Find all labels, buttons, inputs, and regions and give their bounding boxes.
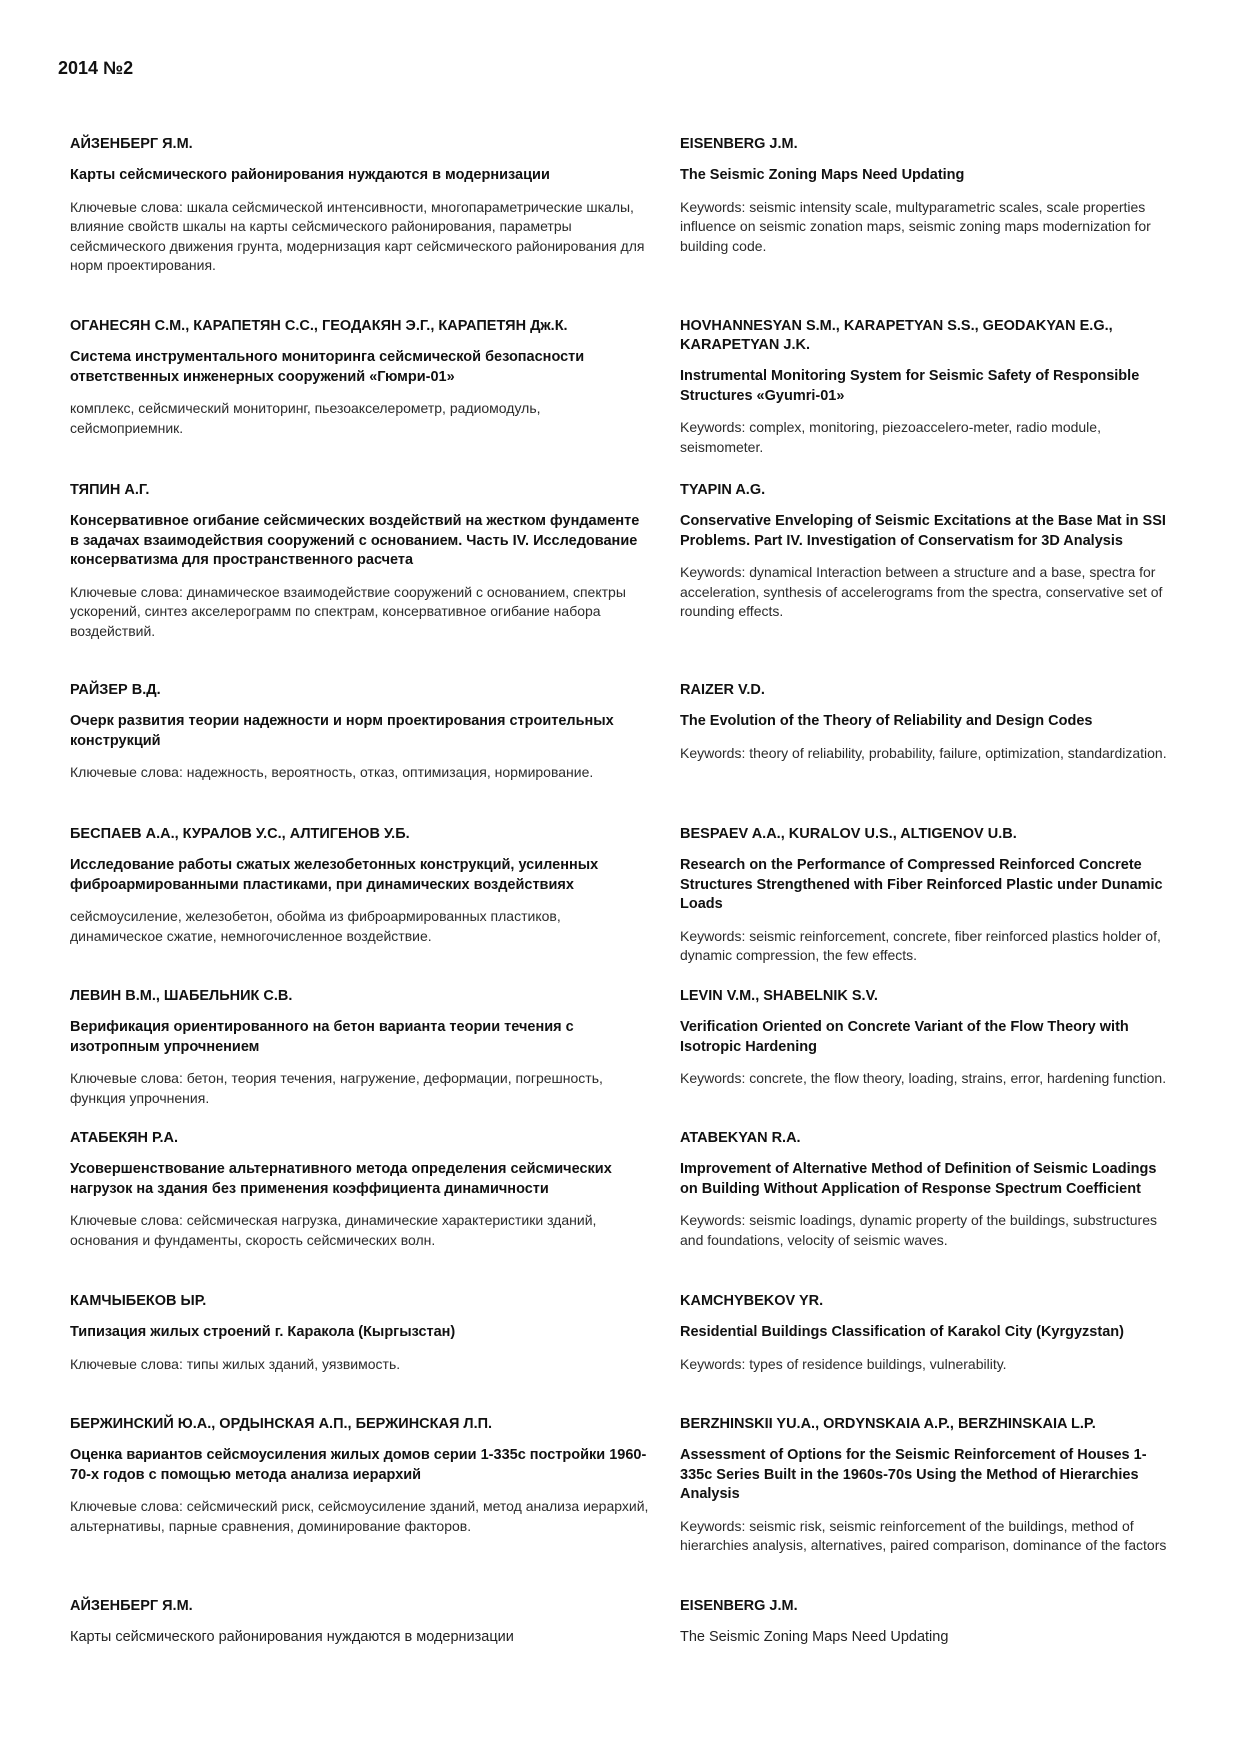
article-title: Improvement of Alternative Method of Definition of Seismic Loadings on Building Without Application of Response Spectrum Coefficient <box>680 1161 1157 1197</box>
article-ru <box>70 481 652 641</box>
article-authors: BESPAEV A.A., KURALOV U.S., ALTIGENOV U.B. <box>680 826 1017 842</box>
article-ru <box>70 135 652 276</box>
article-en <box>680 135 1178 256</box>
article-authors: RAIZER V.D. <box>680 682 765 698</box>
article-title: Верификация ориентированного на бетон варианта теории течения с изотропным упрочнением <box>70 1019 574 1055</box>
article-en <box>680 1597 1178 1660</box>
article-ru <box>70 1292 652 1374</box>
article-keywords: Keywords: seismic loadings, dynamic property of the buildings, substructures and foundations, velocity of seismic waves. <box>680 1212 1157 1248</box>
article-title: Усовершенствование альтернативного метода определения сейсмических нагрузок на здания без применения коэффициента динамичности <box>70 1161 612 1197</box>
article-title: The Seismic Zoning Maps Need Updating <box>680 1629 949 1645</box>
article-en <box>680 681 1178 763</box>
article-title: Типизация жилых строений г. Каракола (Кыргызстан) <box>70 1324 456 1340</box>
article-title: Консервативное огибание сейсмических воздействий на жестком фундаменте в задачах взаимодействия сооружений с основанием. Часть IV. Исследование консерватизма для пространственного расчета <box>70 513 640 568</box>
article-keywords: Keywords: theory of reliability, probability, failure, optimization, standardization. <box>680 744 1167 761</box>
article-title: Assessment of Options for the Seismic Reinforcement of Houses 1-335c Series Built in the 1960s-70s Using the Method of Hierarchies Analysis <box>680 1447 1147 1502</box>
article-keywords: Keywords: concrete, the flow theory, loading, strains, error, hardening function. <box>680 1070 1167 1086</box>
article-title: The Seismic Zoning Maps Need Updating <box>680 167 965 183</box>
article-keywords: Ключевые слова: бетон, теория течения, нагружение, деформации, погрешность, функция упрочнения. <box>70 1070 603 1106</box>
article-authors: АЙЗЕНБЕРГ Я.М. <box>70 136 193 152</box>
issue-number: 2014 №2 <box>58 58 134 78</box>
article-keywords: Keywords: complex, monitoring, piezoaccelero-meter, radio module, seismometer. <box>680 419 1101 455</box>
article-title: Research on the Performance of Compressed Reinforced Concrete Structures Strengthened with Fiber Reinforced Plastic under Dunamic Loads <box>680 857 1163 912</box>
article-ru <box>70 681 652 783</box>
article-keywords: Keywords: seismic intensity scale, multyparametric scales, scale properties influence on seismic zonation maps, seismic zoning maps modernization for building code. <box>680 198 1151 254</box>
article-authors: BERZHINSKII YU.A., ORDYNSKAIA A.P., BERZHINSKAIA L.P. <box>680 1416 1096 1432</box>
article-ru <box>70 1129 652 1250</box>
article-authors: ОГАНЕСЯН С.М., КАРАПЕТЯН С.С., ГЕОДАКЯН Э.Г., КАРАПЕТЯН Дж.К. <box>70 318 568 334</box>
article-authors: EISENBERG J.M. <box>680 1598 798 1614</box>
article-ru <box>70 1415 652 1536</box>
article-authors: АЙЗЕНБЕРГ Я.М. <box>70 1598 193 1614</box>
article-en <box>680 481 1178 622</box>
article-keywords: Ключевые слова: шкала сейсмической интенсивности, многопараметрические шкалы, влияние свойств шкалы на карты сейсмического районирования, параметры сейсмического движения грунта, модернизация карт сейсмического районирования для норм проектирования. <box>70 198 645 273</box>
article-authors: EISENBERG J.M. <box>680 136 798 152</box>
article-authors: KAMCHYBEKOV YR. <box>680 1293 824 1309</box>
article-title: Исследование работы сжатых железобетонных конструкций, усиленных фиброармированными пластиками, при динамических воздействиях <box>70 857 599 893</box>
article-authors: HOVHANNESYAN S.M., KARAPETYAN S.S., GEODAKYAN E.G., KARAPETYAN J.K. <box>680 318 1113 353</box>
article-title: Verification Oriented on Concrete Variant of the Flow Theory with Isotropic Hardening <box>680 1019 1129 1055</box>
article-authors: БЕСПАЕВ А.А., КУРАЛОВ У.С., АЛТИГЕНОВ У.Б. <box>70 826 410 842</box>
article-keywords: Ключевые слова: надежность, вероятность, отказ, оптимизация, нормирование. <box>70 764 594 780</box>
article-keywords: Keywords: seismic risk, seismic reinforcement of the buildings, method of hierarchies analysis, alternatives, paired comparison, dominance of the factors <box>680 1517 1167 1553</box>
article-title: Система инструментального мониторинга сейсмической безопасности ответственных инженерных сооружений «Гюмри-01» <box>70 349 585 385</box>
article-keywords: комплекс, сейсмический мониторинг, пьезоакселерометр, радиомодуль, сейсмоприемник. <box>70 400 541 436</box>
article-title: Instrumental Monitoring System for Seismic Safety of Responsible Structures «Gyumri-01» <box>680 368 1140 404</box>
article-keywords: Keywords: seismic reinforcement, concrete, fiber reinforced plastics holder of, dynamic compression, the few effects. <box>680 927 1161 963</box>
article-en <box>680 317 1178 457</box>
article-keywords: сейсмоусиление, железобетон, обойма из фиброармированных пластиков, динамическое сжатие, немногочисленное воздействие. <box>70 908 561 944</box>
article-authors: БЕРЖИНСКИЙ Ю.А., ОРДЫНСКАЯ А.П., БЕРЖИНСКАЯ Л.П. <box>70 1416 493 1432</box>
article-keywords: Keywords: types of residence buildings, vulnerability. <box>680 1355 1007 1372</box>
article-keywords: Ключевые слова: динамическое взаимодействие сооружений с основанием, спектры ускорений, синтез акселерограмм по спектрам, консервативное огибание набора воздействий. <box>70 583 626 639</box>
article-title: Карты сейсмического районирования нуждаются в модернизации <box>70 167 550 183</box>
article-keywords: Ключевые слова: типы жилых зданий, уязвимость. <box>70 1355 401 1372</box>
article-en <box>680 1129 1178 1250</box>
article-en <box>680 1292 1178 1374</box>
article-en <box>680 1415 1178 1556</box>
article-authors: ТЯПИН А.Г. <box>70 482 150 498</box>
article-authors: ATABEKYAN R.A. <box>680 1130 801 1146</box>
article-authors: АТАБЕКЯН Р.А. <box>70 1130 179 1146</box>
article-ru <box>70 987 652 1108</box>
article-ru <box>70 317 652 438</box>
article-keywords: Ключевые слова: сейсмический риск, сейсмоусиление зданий, метод анализа иерархий, альтернативы, парные сравнения, доминирование факторов. <box>70 1498 649 1534</box>
article-authors: КАМЧЫБЕКОВ ЫР. <box>70 1293 207 1309</box>
article-title: Conservative Enveloping of Seismic Excitations at the Base Mat in SSI Problems. Part IV. Investigation of Conservatism for 3D Analysis <box>680 513 1166 549</box>
article-ru <box>70 825 652 946</box>
article-authors: TYAPIN A.G. <box>680 482 766 498</box>
article-title: Residential Buildings Classification of Karakol City (Kyrgyzstan) <box>680 1324 1124 1340</box>
article-authors: РАЙЗЕР В.Д. <box>70 682 161 698</box>
article-en <box>680 987 1178 1089</box>
article-en <box>680 825 1178 966</box>
article-title: Очерк развития теории надежности и норм проектирования строительных конструкций <box>70 713 614 749</box>
article-keywords: Ключевые слова: сейсмическая нагрузка, динамические характеристики зданий, основания и фундаменты, скорость сейсмических волн. <box>70 1212 597 1248</box>
article-authors: ЛЕВИН В.М., ШАБЕЛЬНИК С.В. <box>70 988 293 1004</box>
article-authors: LEVIN V.M., SHABELNIK S.V. <box>680 988 878 1004</box>
article-title: Оценка вариантов сейсмоусиления жилых домов серии 1-335с постройки 1960-70-х годов с помощью метода анализа иерархий <box>70 1447 647 1483</box>
article-title: The Evolution of the Theory of Reliability and Design Codes <box>680 713 1093 729</box>
article-title: Карты сейсмического районирования нуждаются в модернизации <box>70 1629 514 1645</box>
article-keywords: Keywords: dynamical Interaction between a structure and a base, spectra for acceleration, synthesis of accelerograms from the spectra, conservative set of rounding effects. <box>680 564 1163 619</box>
article-ru <box>70 1597 652 1660</box>
